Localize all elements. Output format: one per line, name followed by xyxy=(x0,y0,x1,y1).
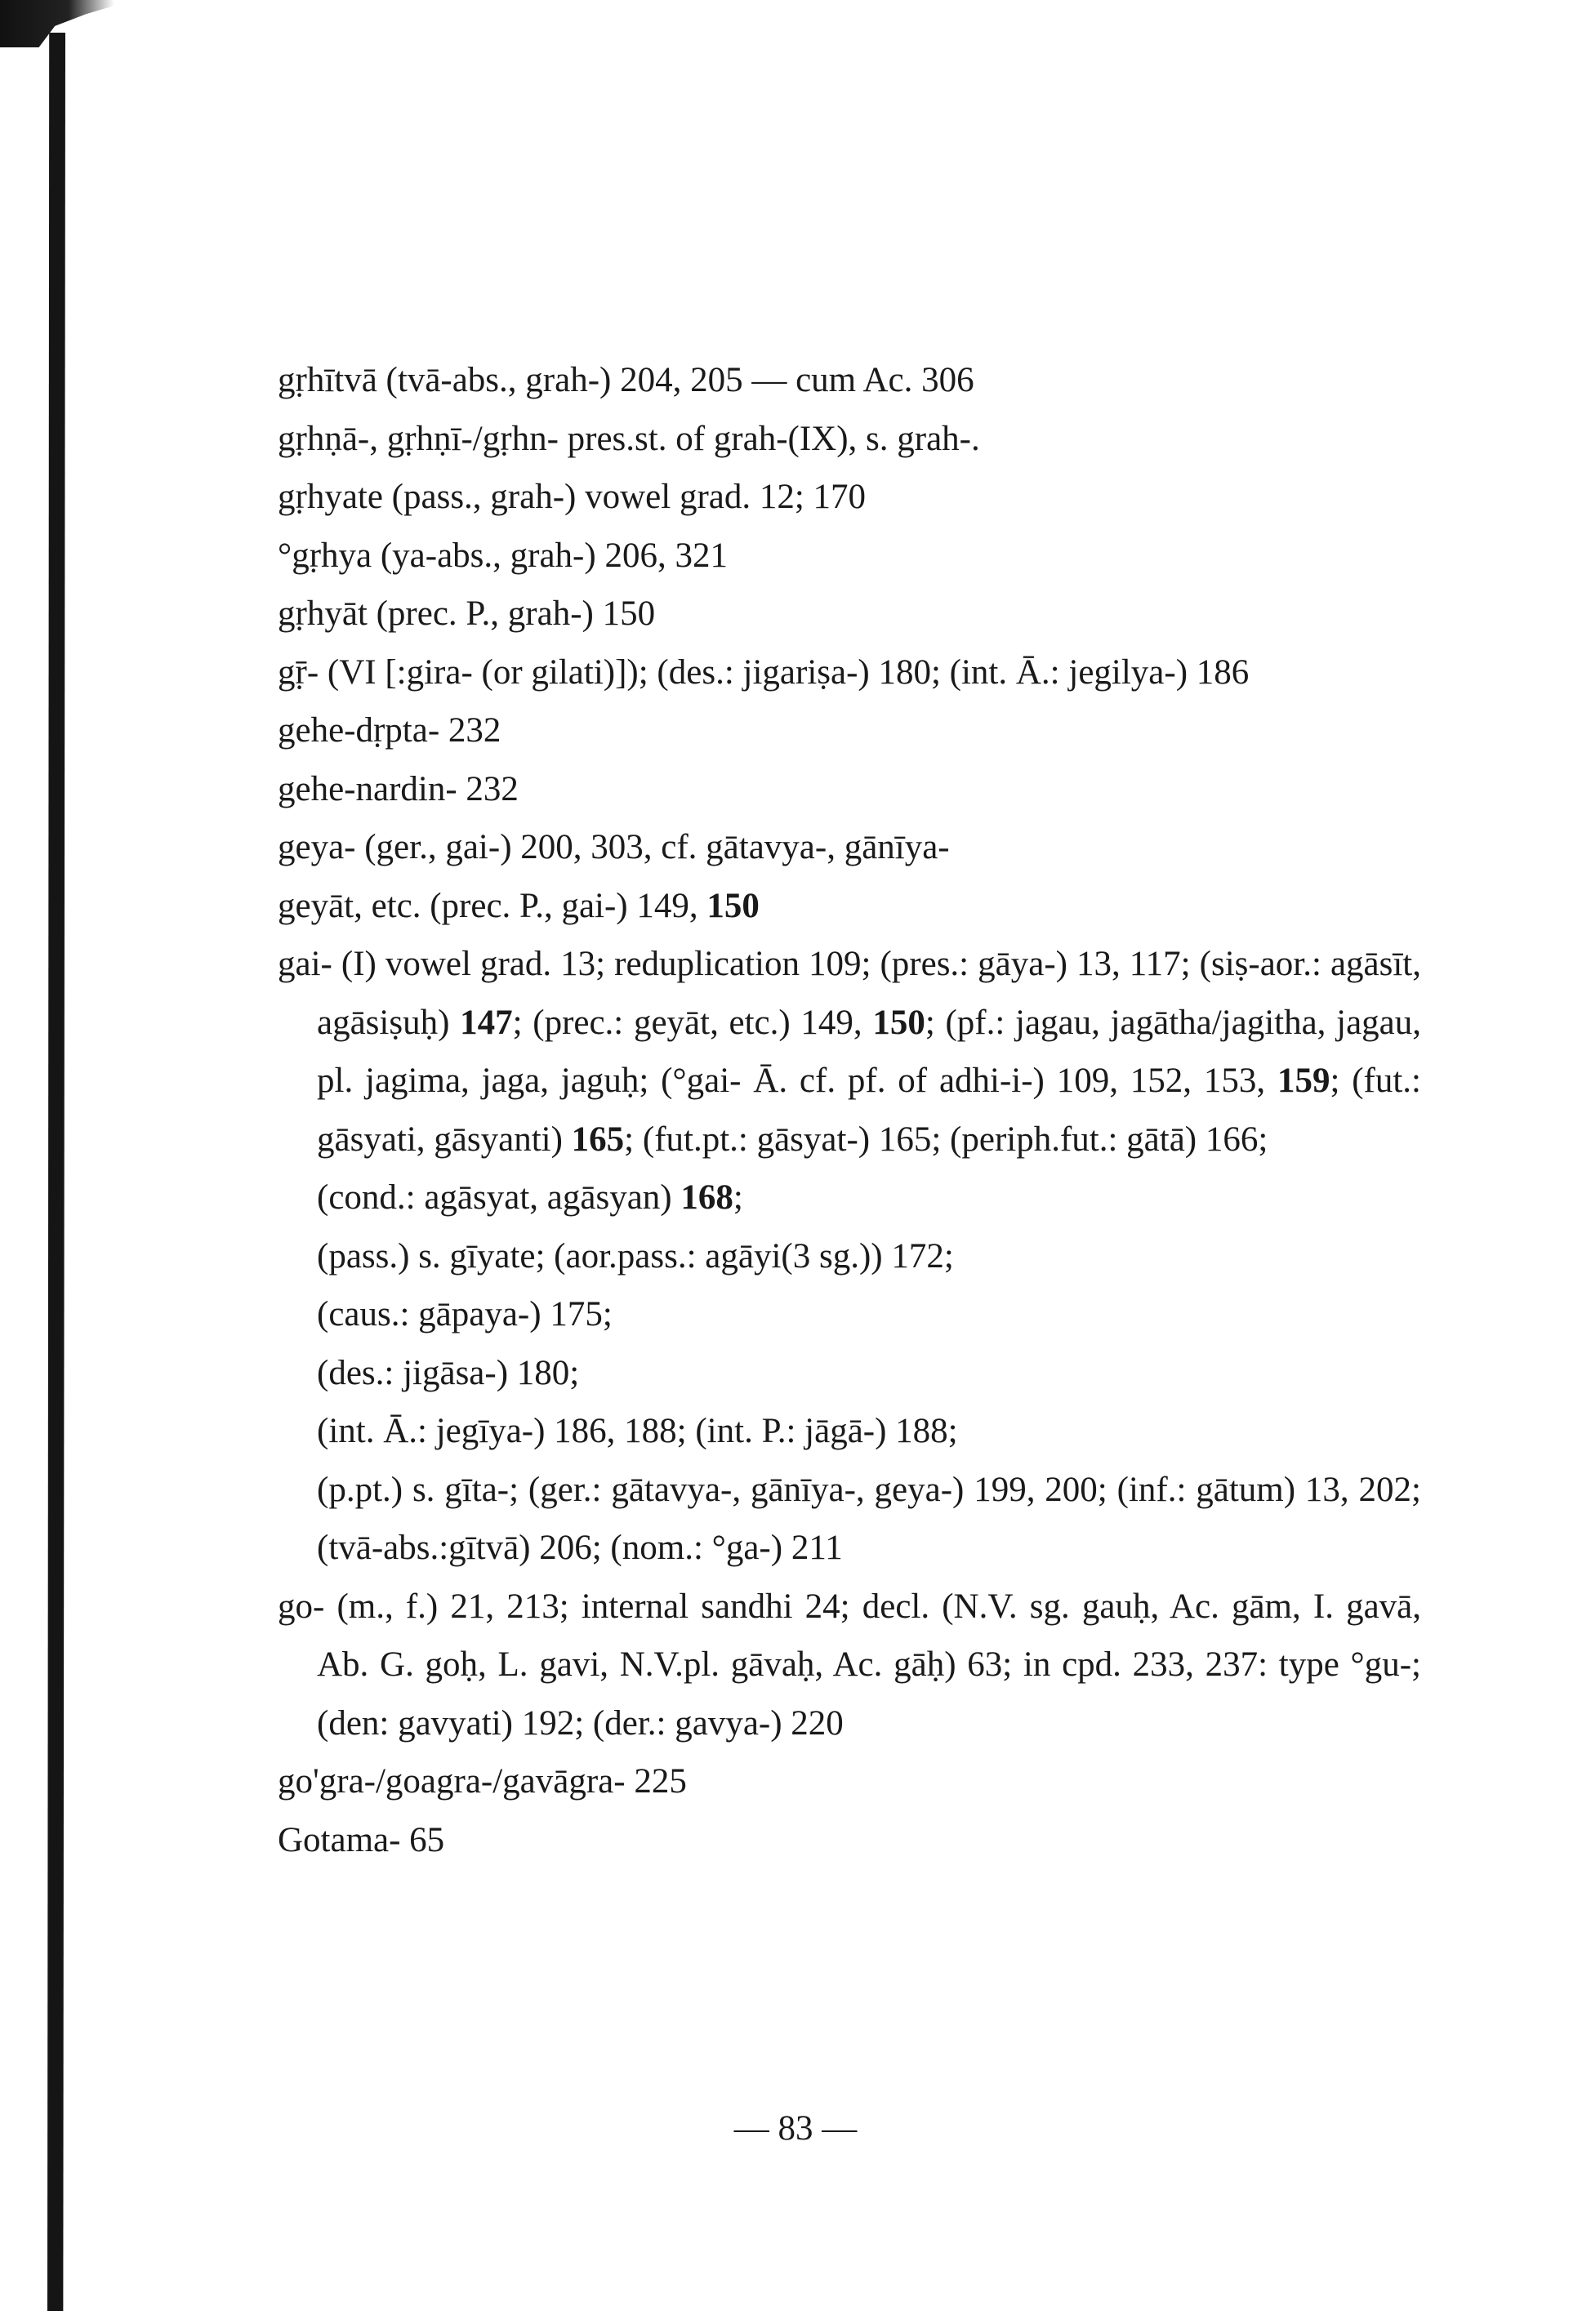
entry-text: gehe-dṛpta- 232 xyxy=(278,711,501,750)
index-entry xyxy=(278,1169,1421,1227)
index-entry xyxy=(278,1578,1421,1753)
index-entry xyxy=(278,643,1421,702)
index-entry xyxy=(278,818,1421,877)
entry-text: (pass.) s. gīyate; (aor.pass.: agāyi(3 sg.)) 172; xyxy=(317,1236,954,1276)
entry-text: gehe-nardin- 232 xyxy=(278,769,519,808)
index-entry xyxy=(278,1344,1421,1403)
entry-text: gṛhyate (pass., grah-) vowel grad. 12; 170 xyxy=(278,478,867,516)
entry-text: (des.: jigāsa-) 180; xyxy=(317,1353,580,1392)
index-entry xyxy=(278,527,1421,585)
index-entry xyxy=(278,1811,1421,1870)
index-entry xyxy=(278,1461,1421,1578)
entry-text: ; xyxy=(733,1178,743,1217)
entry-text: geyāt, etc. (prec. P., gai-) 149, xyxy=(278,886,707,925)
entry-text: ; (prec.: geyāt, etc.) 149, xyxy=(512,1003,873,1042)
entry-text: gṛhītvā (tvā-abs., grah-) 204, 205 — cum Ac. 306 xyxy=(278,361,974,399)
entry-text: go- (m., f.) 21, 213; internal sandhi 24; decl. (N.V. sg. gauḥ, Ac. gām, I. gavā, Ab. G. goḥ, L. gavi, N.V.pl. gāvaḥ, Ac. gāḥ) 63; in cpd. 233, 237: type °gu-; (den: gavyati) 192; (der.: gavya-) 220 xyxy=(278,1587,1421,1743)
entry-text: Gotama- 65 xyxy=(278,1820,445,1859)
index-entry xyxy=(278,410,1421,469)
entry-text: gṛhṇā-, gṛhṇī-/gṛhn- pres.st. of grah-(IX), s. grah-. xyxy=(278,419,980,458)
bold-reference: 159 xyxy=(1277,1062,1330,1100)
entry-text: (int. Ā.: jegīya-) 186, 188; (int. P.: jāgā-) 188; xyxy=(317,1412,958,1450)
bold-reference: 150 xyxy=(872,1003,925,1042)
index-entry xyxy=(278,877,1421,936)
bold-reference: 150 xyxy=(706,886,760,925)
entry-text: go'gra-/goagra-/gavāgra- 225 xyxy=(278,1762,687,1801)
entry-text: gṛhyāt (prec. P., grah-) 150 xyxy=(278,594,656,633)
index-entry xyxy=(278,701,1421,760)
index-entry xyxy=(278,760,1421,819)
index-entries xyxy=(278,351,1421,1869)
entry-text: ; (pf.: jagau, jagātha/jagitha, jagau, pl. jagima, jaga, jaguḥ; (°gai- Ā. cf. pf. of adhi-i-) 109, 152, 153, xyxy=(317,1003,1421,1100)
bold-reference: 165 xyxy=(571,1120,625,1159)
index-entry xyxy=(278,585,1421,643)
bold-reference: 168 xyxy=(680,1178,733,1217)
entry-text: °gṛhya (ya-abs., grah-) 206, 321 xyxy=(278,536,728,575)
entry-text: gṝ- (VI [:gira- (or gilati)]); (des.: jigariṣa-) 180; (int. Ā.: jegilya-) 186 xyxy=(278,652,1250,692)
entry-text: (cond.: agāsyat, agāsyan) xyxy=(317,1178,681,1217)
entry-text: gai- (I) vowel grad. 13; reduplication 109; (pres.: gāya-) 13, 117; (siṣ-aor.: agāsīt, agāsiṣuḥ) xyxy=(278,945,1421,1042)
index-entry xyxy=(278,351,1421,410)
index-entry xyxy=(278,1285,1421,1344)
entry-text: (caus.: gāpaya-) 175; xyxy=(317,1295,613,1333)
entry-text: (p.pt.) s. gīta-; (ger.: gātavya-, gānīya-, geya-) 199, 200; (inf.: gātum) 13, 202; (tvā-abs.:gītvā) 206; (nom.: °ga-) 211 xyxy=(317,1470,1421,1567)
index-entry xyxy=(278,468,1421,527)
book-binding-edge xyxy=(47,33,65,2311)
page-number: — 83 — xyxy=(733,2109,858,2148)
index-entry xyxy=(278,1752,1421,1811)
index-entry xyxy=(278,1227,1421,1286)
index-entry xyxy=(278,1402,1421,1461)
entry-text: ; (fut.: gāsyati, gāsyanti) xyxy=(317,1062,1421,1159)
index-entry xyxy=(278,935,1421,1169)
entry-text: geya- (ger., gai-) 200, 303, cf. gātavya-, gānīya- xyxy=(278,828,950,866)
entry-text: ; (fut.pt.: gāsyat-) 165; (periph.fut.: gātā) 166; xyxy=(624,1120,1268,1159)
bold-reference: 147 xyxy=(460,1003,513,1042)
